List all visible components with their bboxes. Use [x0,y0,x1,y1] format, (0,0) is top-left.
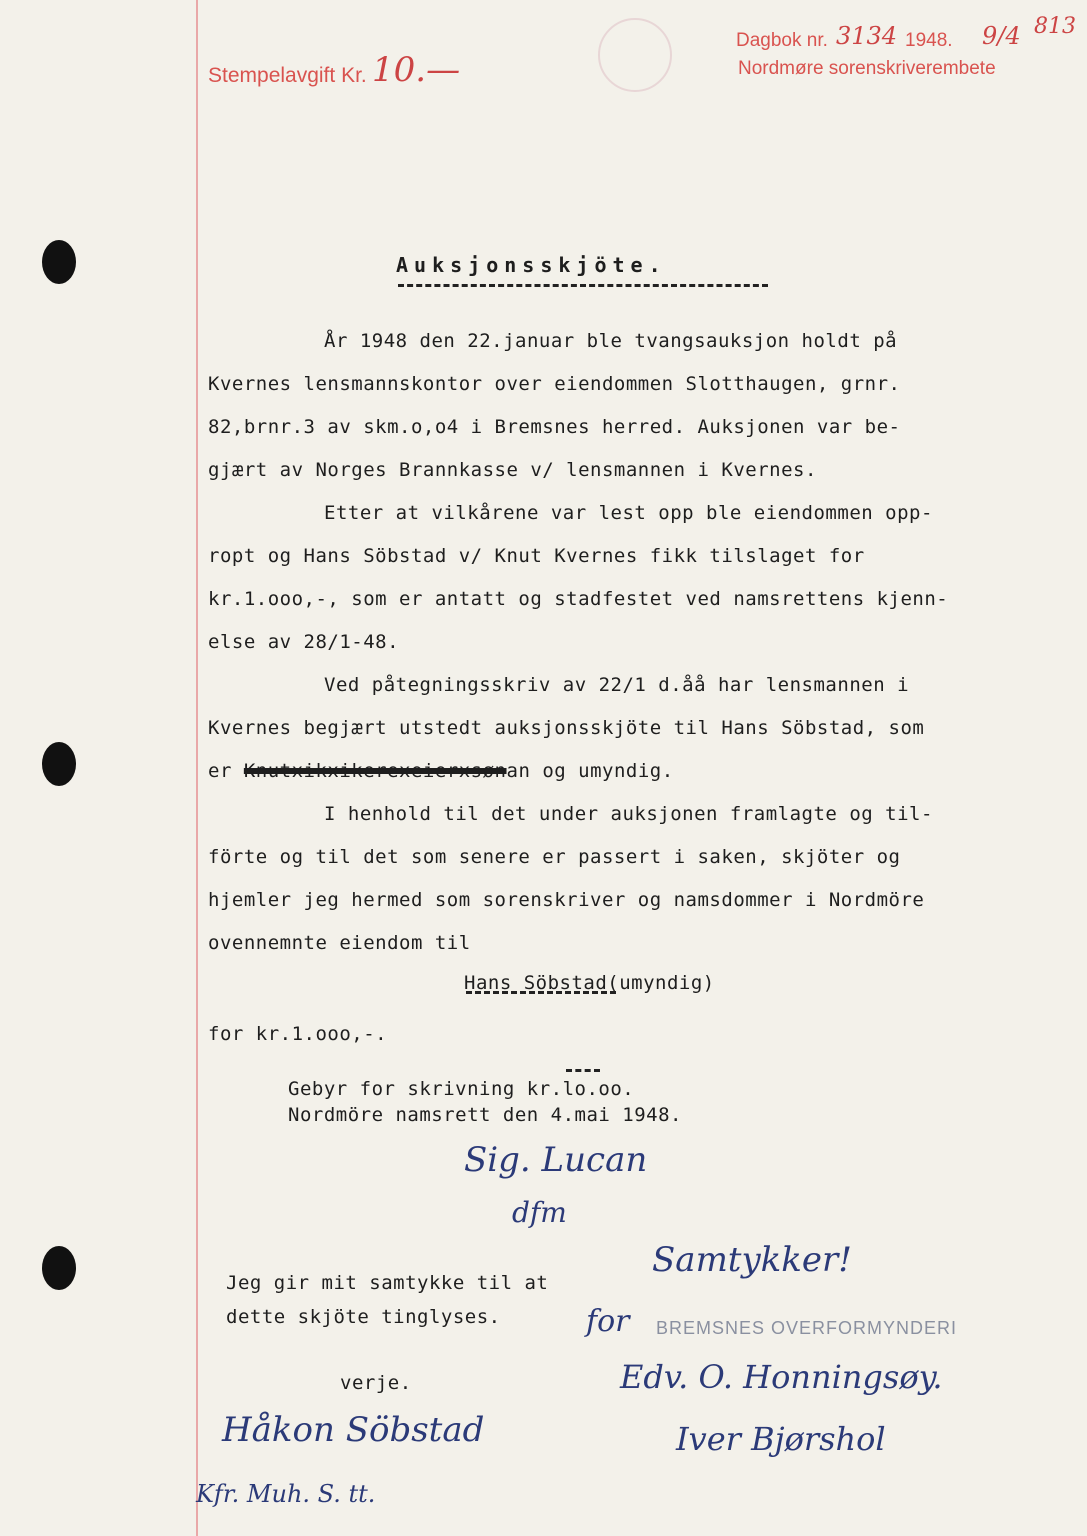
body-line-6: ropt og Hans Söbstad v/ Knut Kvernes fikk tilslaget for [208,545,865,567]
body-line-7: kr.1.ooo,-, som er antatt og stadfestet ved namsrettens kjenn- [208,588,949,610]
body-line-11-start: er [208,760,232,782]
reference-note: Kfr. Muh. S. tt. [196,1480,376,1508]
consent-line-2: dette skjöte tinglyses. [226,1306,501,1328]
stamp-duty-amount: 10.— [372,50,461,90]
body-line-4: gjært av Norges Brannkasse v/ lensmannen i Kvernes. [208,459,817,481]
diary-date: 9/4 [982,22,1021,50]
consent-line-1: Jeg gir mit samtykke til at [226,1272,549,1294]
struck-text: Knutxikxikerexeierxsøn [243,760,507,782]
body-line-14: hjemler jeg hermed som sorenskriver og namsdommer i Nordmöre [208,889,925,911]
body-line-3: 82,brnr.3 av skm.o,o4 i Bremsnes herred. Auksjonen var be- [208,416,901,438]
stamp-duty-label: Stempelavgift Kr. [208,64,367,87]
body-line-15: ovennemnte eiendom til [208,932,471,954]
fee-mark [566,1069,600,1072]
margin-line [196,0,198,1536]
buyer-name: Hans Söbstad(umyndig) [464,972,715,994]
judge-signature: Sig. Lucan [464,1140,648,1180]
body-line-1: År 1948 den 22.januar ble tvangsauksjon holdt på [324,330,898,352]
punch-hole-icon [42,240,76,284]
body-line-9: Ved påtegningsskriv av 22/1 d.åå har lensmannen i [324,674,910,696]
price-line: for kr.1.ooo,-. [208,1023,388,1045]
fee-line: Gebyr for skrivning kr.lo.oo. [288,1078,635,1100]
title-underline [398,284,768,287]
diary-number: 3134 [836,22,898,50]
for-handwriting: for [586,1304,630,1339]
guardian-signature: Håkon Söbstad [222,1410,485,1450]
guardian-role: verje. [340,1372,412,1394]
body-line-12: I henhold til det under auksjonen framlagte og til- [324,803,933,825]
judge-title: dfm [512,1196,567,1229]
body-line-8: else av 28/1-48. [208,631,400,653]
diary-year: 1948. [905,30,953,51]
body-line-11 [208,760,674,782]
office-stamp: Nordmøre sorenskriverembete [738,58,996,79]
consent-handwriting: Samtykker! [652,1240,852,1280]
signer-1-signature: Edv. O. Honningsøy. [620,1358,943,1396]
body-line-5: Etter at vilkårene var lest opp ble eiendommen opp- [324,502,933,524]
overformynderi-stamp: BREMSNES OVERFORMYNDERI [656,1318,958,1338]
body-line-2: Kvernes lensmannskontor over eiendommen Slotthaugen, grnr. [208,373,901,395]
signer-2-signature: Iver Bjørshol [676,1420,886,1458]
page-number: 813 [1034,14,1076,39]
body-line-10: Kvernes begjært utstedt auksjonsskjöte til Hans Söbstad, som [208,717,925,739]
diary-label: Dagbok nr. [736,30,828,51]
punch-hole-icon [42,742,76,786]
body-line-13: förte og til det som senere er passert i saken, skjöter og [208,846,901,868]
buyer-underline [466,991,616,994]
body-line-11-end: an og umyndig. [506,760,674,782]
court-date-line: Nordmöre namsrett den 4.mai 1948. [288,1104,682,1126]
faint-circle-stamp [598,18,672,92]
document-title: Auksjonsskjöte. [396,253,667,277]
punch-hole-icon [42,1246,76,1290]
